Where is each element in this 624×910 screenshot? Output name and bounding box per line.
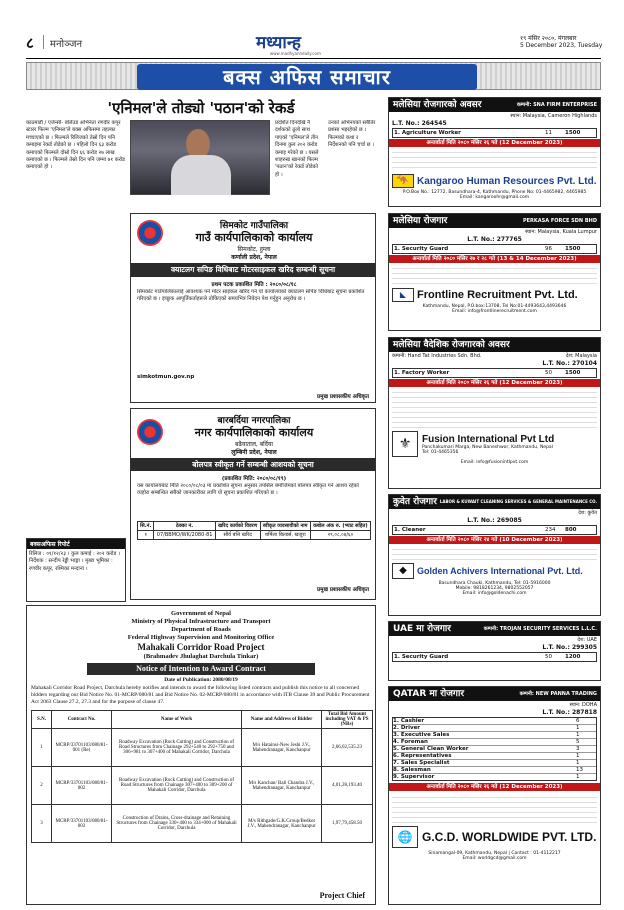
table-cell: Roadway Excavation (Rock Cutting) and Construction of Road Structures from Chainage 307+400 to 309+200 of Mahakali Corridor, Darchula	[112, 767, 242, 805]
kangaroo-logo-icon: 🦘	[392, 174, 414, 188]
golden-logo-icon: ◆	[392, 563, 414, 579]
ad-location: देश: Malaysia	[565, 353, 597, 359]
job-title: 1. Security Guard	[394, 246, 449, 252]
job-row: 5. General Clean Worker 3	[393, 746, 596, 753]
notice1-province: कर्णाली प्रदेश, नेपाल	[231, 254, 277, 261]
table-cell: M/s Hatainsi-New Jeshi J.V., Mahendranagar, Kanchanpur	[242, 729, 322, 767]
ad-location: देश: UAE	[577, 637, 597, 643]
section-label: मनोञ्जन	[50, 39, 83, 50]
interview-date: अन्तर्वार्ता मिति २०८० मंसिर २६ गते (12 December 2023)	[389, 379, 600, 387]
table-header: Name of Work	[112, 711, 242, 729]
agency-name: Frontline Recruitment Pvt. Ltd.	[417, 289, 578, 301]
job-row	[392, 244, 597, 254]
table-cell: 4,01,28,193.40	[322, 767, 373, 805]
job-title: 1. Cleaner	[394, 527, 426, 533]
document-grid	[392, 545, 597, 561]
table-cell: Roadway Excavation (Rock Cutting) and Construction of Road Structures from Chainage 292+540 to 292+750 and 306+981 to 307+400 of Mahakali Corridor, Darchula	[112, 729, 242, 767]
job-row: 3. Executive Sales 1	[393, 732, 596, 739]
table-header: कबोल अंक रु. (भ्याट सहित)	[310, 522, 370, 531]
barbardiya-notice	[130, 408, 376, 600]
interview-date: अन्तर्वार्ता मिति २०८० मंसिर २६ गते (12 December 2023)	[389, 783, 600, 791]
notice2-province: लुम्बिनी प्रदेश, नेपाल	[231, 449, 277, 456]
date-nepali: १९ मंसिर २०८०, मंगलबार	[520, 35, 577, 42]
table-header-row	[32, 711, 373, 729]
notice3-date: Date of Publication: 2080/08/19	[164, 677, 238, 683]
report-box-text: रिलिज : ०१/१२/२३ । कुल कमाई : २०२ करोड । निर्देशक : सन्दीप रेड्डी भाङ्गा । मुख्य भूमिका : रणवीर कपूर, रश्मिका मन्दाना ।	[29, 551, 120, 572]
job-salary: 1500	[565, 130, 581, 136]
table-cell: M/s Kanchan/ Bali Chandra J.V., Mahendranagar, Kanchanpur	[242, 767, 322, 805]
ad-title: मलेसिया रोजगारको अवसर कम्पनी: SNA FIRM ENTERPRISE	[389, 98, 600, 112]
document-grid	[392, 388, 597, 428]
divider	[43, 35, 44, 49]
notice2-body: यस कार्यालयबाट मिति २०८०/०८/०३ मा प्रकाशित सूचना अनुसार तपसिल बमोजिमको बोलपत्र स्वीकृत गर्ने आशय रहेको व्यहोरा सम्बन्धित सबैको जानकारीका लागि यो सूचना प्रकाशित गरिएको छ ।	[137, 483, 359, 497]
table-header: खरिद कार्यको विवरण	[215, 522, 260, 531]
job-salary: 1500	[565, 246, 581, 252]
agency-name: Golden Achivers International Pvt. Ltd.	[417, 566, 583, 576]
notice3-band: Notice of Intention to Award Contract	[87, 663, 315, 675]
story-photo	[130, 120, 270, 195]
ad-title: मलेसिया रोजगार PERKASA FORCE SDN BHD	[389, 214, 600, 228]
notice2-band: बोलपत्र स्वीकृत गर्ने सम्बन्धी आशयको सूचना	[131, 458, 375, 471]
agency-tel: Tel: 01-4465356	[422, 449, 459, 455]
job-qty: 234	[545, 527, 556, 533]
banner-title: बक्स अफिस समाचार	[137, 64, 477, 90]
table-cell: Construction of Drains, Cross-drainage and Retaining Structures from Chainage 330+400 to 334+000 of Mahakali Corridor, Darchula	[112, 805, 242, 843]
agency-mobile: Mobile: 9818261234, 9802552057	[455, 586, 534, 591]
document-grid	[392, 264, 597, 286]
ad-kuwait	[388, 494, 601, 616]
notice2-sign: प्रमुख प्रशासकीय अधिकृत	[317, 587, 369, 593]
notice2-table	[137, 521, 371, 540]
agency-email[interactable]: Email: worldgcd@gmail.com	[462, 856, 527, 861]
table-cell: 3	[32, 805, 52, 843]
agency-address: Kathmandu, Nepal, P.O.box:13708, Tel No:01-4493643,4493646	[422, 304, 567, 309]
notice2-office: नगर कार्यपालिकाको कार्यालय	[194, 426, 314, 439]
fusion-logo-icon: ⚜	[392, 431, 418, 457]
masthead	[0, 0, 624, 58]
agency-address: Sinamangal-09, Kathmandu, Nepal | Contact : 01-4112217	[428, 851, 561, 856]
story-column-3: उनको अभिनयको सबैतिर प्रशंसा भइरहेको छ । फिल्मको कथा र निर्देशनको पनि चर्चा छ ।	[328, 120, 376, 149]
table-cell: M/s Rithgade/G.K.Group/Bedkot J.V., Mahendranagar, Kanchanpur	[242, 805, 322, 843]
agency-name: G.C.D. WORLDWIDE PVT. LTD.	[422, 830, 597, 844]
date-english: 5 December 2023, Tuesday	[520, 42, 603, 49]
notice3-project: Mahakali Corridor Road Project	[137, 642, 265, 652]
table-header: सि.नं.	[138, 522, 154, 531]
table-cell: १	[138, 531, 154, 540]
job-row: 9. Supervisor 1	[393, 774, 580, 780]
table-header-row	[138, 522, 371, 531]
notice1-sign: प्रमुख प्रशासकीय अधिकृत	[317, 394, 369, 400]
job-qty: 50	[545, 370, 552, 376]
ad-title: मलेसिया वैदेशिक रोजगारको अवसर	[389, 338, 600, 352]
job-salary: 1200	[565, 654, 581, 660]
table-cell: MCRP/33701103/080/81-001 (Re)	[52, 729, 112, 767]
job-salary: 1500	[565, 370, 581, 376]
table-cell: MCRP/33701103/080/81-002	[52, 767, 112, 805]
page-number: ८	[26, 34, 34, 52]
newspaper-logo: मध्यान्ह	[256, 33, 301, 53]
table-cell: २९,०८,०४/६०	[310, 531, 370, 540]
notice1-place: सिमकोट, हुम्ला	[237, 246, 271, 253]
ad-uae	[388, 621, 601, 681]
website-url[interactable]: www.madhyanhdaily.com	[270, 51, 321, 56]
gcd-globe-icon: 🌐	[392, 826, 418, 848]
ad-malaysia-perkasa	[388, 213, 601, 331]
notice1-office: गाउँ कार्यपालिकाको कार्यालय	[195, 231, 313, 244]
ad-lt-number: L.T. No.: 277765	[467, 236, 522, 243]
agency-name: Kangaroo Human Resources Pvt. Ltd.	[417, 175, 597, 187]
notice3-ministry: Ministry of Physical Infrastructure and Transport	[131, 618, 271, 625]
agency-name: Fusion International Pvt Ltd	[422, 433, 555, 445]
table-cell: 2	[32, 767, 52, 805]
document-grid	[392, 148, 597, 172]
agency-email[interactable]: Email: info@fusionintlpvt.com	[460, 460, 529, 465]
job-row	[392, 652, 597, 662]
table-header: ठेक्का नं.	[154, 522, 215, 531]
table-header: S.N.	[32, 711, 52, 729]
notice2-place: बढैयाताल, बर्दिया	[235, 441, 273, 448]
table-row	[32, 729, 373, 767]
story-headline: 'एनिमल'ले तोड्यो 'पठान'को रेकर्ड	[107, 99, 295, 117]
notice1-org: सिमकोट गाउँपालिका	[219, 221, 289, 231]
ad-qatar	[388, 686, 601, 905]
table-cell: 1,97,79,458.50	[322, 805, 373, 843]
job-qty: 11	[545, 130, 552, 136]
ad-malaysia-sna	[388, 97, 601, 207]
job-title: 1. Agriculture Worker	[394, 130, 461, 136]
ad-location: स्थान: Malaysia, Cameron Highlands	[510, 113, 597, 119]
section-banner	[26, 62, 601, 90]
story-column-2: प्रदर्शित दिनदेखि नै दर्शकको ठूलो साथ पाएको 'एनिमल'ले तीन दिनमा कुल २०२ करोड कमाइ गरेको छ । यसले शाहरुख खानको फिल्म 'पठान'को रेकर्ड तोडेको हो ।	[275, 120, 319, 178]
ad-lt-number: L.T. No.: 299305	[542, 644, 597, 651]
ad-company: कम्पनी: Hand Tat Industries Sdn. Bhd.	[392, 353, 482, 359]
job-row: 8. Salesman 13	[393, 767, 596, 774]
table-cell: शर्मिला बिल्डर्स, खजुरा	[260, 531, 310, 540]
agency-address: Basundhara Chauki, Kathmandu, Tel: 01-5916000	[438, 581, 551, 586]
agency-address: Panchakumari Marga, New Baneshwor, Kathmandu, Nepal	[422, 444, 553, 450]
job-salary: 800	[565, 527, 577, 533]
table-header: Name and Address of Bidder	[242, 711, 322, 729]
job-title: 1. Security Guard	[394, 654, 449, 660]
table-row	[32, 805, 373, 843]
notice3-dept: Department of Roads	[171, 626, 231, 633]
table-cell: सौर्य बत्ति खरिद	[215, 531, 260, 540]
ad-title: UAE मा रोजगार कम्पनी: TROJAN SECURITY SERVICES L.L.C.	[389, 622, 600, 636]
notice3-body: Mahakali Corridor Road Project, Darchula hereby notifies and intends to award the following listed contracts and publish this notice to all concerned bidders regarding our Bid Notice No. 01-MCRP/080/81 and Bid Notice No. 02-MCRP/080/81 in accordance with ITB Clause 39 and Public Procurement Act 2063 Clause 27.2, 27.3 and for the purpose of clause 47.	[31, 685, 370, 705]
job-row: 4. Foreman 5	[393, 739, 596, 746]
ad-lt-number: L.T. No.: 270104	[542, 360, 597, 367]
table-cell: MCRP/33701103/080/81-003	[52, 805, 112, 843]
table-row	[138, 531, 371, 540]
table-cell: 1	[32, 729, 52, 767]
notice1-date: प्रथम पटक प्रकाशित मिति : २०८०/०८/१८	[211, 282, 297, 288]
ad-lt-number: L.T. No.: 269085	[467, 517, 522, 524]
job-qty: 50	[545, 654, 552, 660]
job-qty: 96	[545, 246, 552, 252]
simkot-notice	[130, 213, 376, 403]
ad-malaysia-handtat	[388, 337, 601, 489]
table-cell: 07/BBMO/WK/2080-81	[154, 531, 215, 540]
report-box-title: बक्सअफिस रिपोर्ट	[27, 539, 125, 549]
ad-location: स्थान: DOHA	[569, 702, 597, 708]
agency-email[interactable]: Email: info@goldenachi.com	[462, 591, 527, 596]
agency-email[interactable]: Email: info@frontlinerecruitment.com	[452, 309, 537, 314]
ad-title: कुवेत रोजगार LABOR & KUWAIT CLEANING SERVICES & GENERAL MAINTENANCE CO.	[389, 495, 600, 509]
job-row: 6. Representatives 1	[393, 753, 596, 760]
job-row	[392, 368, 597, 378]
header-rule	[26, 58, 601, 59]
story-column-1: काठमाडौं / एजेन्सी- बलिउड अभिनेता रणवीर कपूर स्टारर फिल्म 'एनिमल'ले बक्स अफिसमा तहल्का मच्चाएको छ । फिल्मले रिलिजको तेस्रो दिन पनि कमाइमा रेकर्ड तोडेको छ । पहिलो दिन ६३ करोड कमाएको फिल्मले दोस्रो दिन ६६ करोड २७ लाख कमाएको छ । फिल्मले तेस्रो दिन पनि जम्मा ७१ करोड कमाएको हो ।	[26, 120, 125, 171]
notice3-office: Federal Highway Supervision and Monitoring Office	[127, 634, 275, 641]
job-row: 2. Driver 1	[393, 725, 596, 732]
interview-date: अन्तर्वार्ता मिति २०८० मंसिर २६ गते (12 December 2023)	[389, 139, 600, 147]
ad-location: स्थान: Malaysia, Kuala Lumpur	[525, 229, 597, 235]
job-row	[392, 128, 597, 138]
ad-title: QATAR मा रोजगार कम्पनी: NEW PANNA TRADING	[389, 687, 600, 701]
table-header: Contract No.	[52, 711, 112, 729]
agency-address: P.O.Box No.: 12772, Basundhara-4, Kathmandu, Phone No: 01-4465982, 4465985	[402, 190, 587, 195]
notice2-org: बारबर्दिया नगरपालिका	[217, 416, 291, 426]
mahakali-notice	[26, 605, 376, 905]
notice3-gov: Government of Nepal	[171, 610, 231, 617]
document-grid	[392, 793, 597, 823]
table-header: Total Bid Amount including VAT & PS (NRs)	[322, 711, 373, 729]
agency-email[interactable]: Email: kangaroohr@gmail.com	[459, 195, 530, 200]
notice1-site[interactable]: simkotmun.gov.np	[137, 374, 195, 380]
job-title: 1. Factory Worker	[394, 370, 450, 376]
ad-lt-number: L.T. No.: 264545	[392, 120, 447, 127]
photo-body	[171, 155, 231, 195]
notice3-sign: Project Chief	[319, 891, 365, 900]
table-row	[32, 767, 373, 805]
notice1-band: क्याटलग सपिङ विधिबाट मोटरसाइकल खरिद सम्बन्धी सूचना	[131, 263, 375, 277]
report-box	[26, 538, 126, 602]
job-row: 1. Cashier 6	[393, 718, 596, 725]
interview-date: अन्तर्वार्ता मिति २०८० मंसिर २७ र २८ गते (13 & 14 December 2023)	[389, 255, 600, 263]
job-table	[392, 717, 597, 781]
notice2-date: (प्रकाशित मिति: २०८०/०८/१९)	[221, 476, 287, 482]
job-row	[392, 525, 597, 535]
table-header: स्वीकृत व्यवसायीको नाम	[260, 522, 310, 531]
ad-location: देश: कुवेत	[578, 510, 597, 516]
ad-lt-number: L.T. No.: 287818	[542, 709, 597, 716]
notice3-sub: (Brahmadev Jhulaghat Darchula Tinkar)	[143, 653, 259, 660]
notice1-body: सिमकोट गाउँपालिकालाई आवश्यक पर्ने मोटर साइकल खरिद गर्न यो कार्यालयको क्याटलग सपिङ विधिबाट सूचना प्रकाशित गरिएको छ । इच्छुक आपूर्तिकर्ताहरूले तोकिएको समयभित्र निवेदन पेश गर्नुहुन अनुरोध छ ।	[137, 289, 365, 303]
table-cell: 2,66,02,535.23	[322, 729, 373, 767]
job-row: 7. Sales Specialist 1	[393, 760, 596, 767]
notice3-table	[31, 710, 373, 843]
frontline-logo-icon: ◣	[392, 288, 414, 302]
interview-date: अन्तर्वार्ता मिति २०८० मंसिर २४ गते (10 December 2023)	[389, 536, 600, 544]
